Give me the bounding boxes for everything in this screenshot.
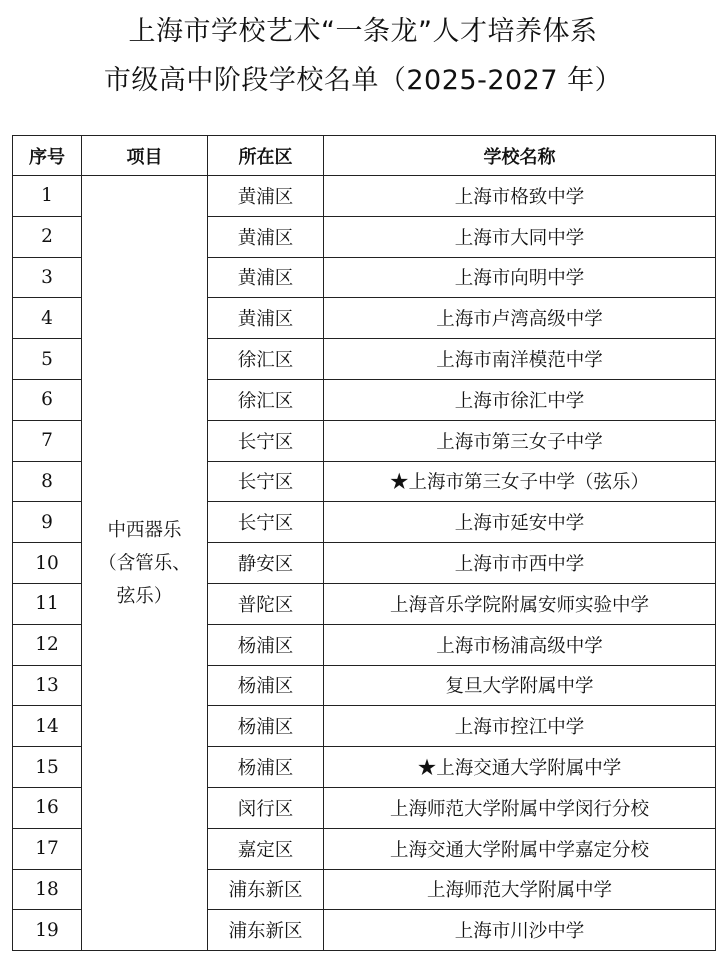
row-school: 上海市杨浦高级中学 [324, 624, 716, 665]
row-no: 9 [13, 502, 82, 543]
row-district: 徐汇区 [208, 339, 324, 380]
row-no: 18 [13, 869, 82, 910]
row-school: 上海师范大学附属中学闵行分校 [324, 787, 716, 828]
row-school: 上海交通大学附属中学嘉定分校 [324, 828, 716, 869]
row-school: 上海市格致中学 [324, 176, 716, 217]
table-row [13, 176, 716, 217]
row-school: 上海市徐汇中学 [324, 379, 716, 420]
row-district: 长宁区 [208, 502, 324, 543]
header-school: 学校名称 [324, 136, 716, 176]
row-no: 8 [13, 461, 82, 502]
row-district: 普陀区 [208, 583, 324, 624]
row-no: 15 [13, 747, 82, 788]
row-no: 5 [13, 339, 82, 380]
row-no: 3 [13, 257, 82, 298]
row-district: 黄浦区 [208, 257, 324, 298]
row-no: 12 [13, 624, 82, 665]
row-district: 长宁区 [208, 461, 324, 502]
row-district: 浦东新区 [208, 869, 324, 910]
row-school: 上海市川沙中学 [324, 910, 716, 951]
row-school: 上海师范大学附属中学 [324, 869, 716, 910]
project-cell [82, 176, 208, 951]
row-district: 浦东新区 [208, 910, 324, 951]
project-line: （含管乐、 [98, 552, 191, 574]
header-project: 项目 [82, 136, 208, 176]
row-school: 上海音乐学院附属安师实验中学 [324, 583, 716, 624]
row-no: 6 [13, 379, 82, 420]
row-no: 1 [13, 176, 82, 217]
row-school: 上海市向明中学 [324, 257, 716, 298]
row-school: 上海市第三女子中学 [324, 420, 716, 461]
row-district: 长宁区 [208, 420, 324, 461]
row-district: 黄浦区 [208, 176, 324, 217]
row-district: 杨浦区 [208, 706, 324, 747]
row-district: 嘉定区 [208, 828, 324, 869]
row-no: 16 [13, 787, 82, 828]
school-list-table [12, 135, 716, 951]
row-no: 14 [13, 706, 82, 747]
header-no: 序号 [13, 136, 82, 176]
row-no: 13 [13, 665, 82, 706]
row-no: 11 [13, 583, 82, 624]
document-title: 上海市学校艺术“一条龙”人才培养体系 [128, 16, 598, 47]
row-school: 上海市市西中学 [324, 543, 716, 584]
row-school: 上海市控江中学 [324, 706, 716, 747]
row-district: 黄浦区 [208, 216, 324, 257]
row-no: 2 [13, 216, 82, 257]
row-no: 4 [13, 298, 82, 339]
row-district: 徐汇区 [208, 379, 324, 420]
row-district: 闵行区 [208, 787, 324, 828]
header-district: 所在区 [208, 136, 324, 176]
row-school: 上海市南洋模范中学 [324, 339, 716, 380]
row-school: 复旦大学附属中学 [324, 665, 716, 706]
row-district: 黄浦区 [208, 298, 324, 339]
row-school: 上海市延安中学 [324, 502, 716, 543]
row-district: 杨浦区 [208, 624, 324, 665]
document-subtitle: 市级高中阶段学校名单（2025-2027 年） [103, 65, 623, 96]
row-district: 静安区 [208, 543, 324, 584]
table-header-row [13, 136, 716, 176]
project-line: 中西器乐 [107, 519, 182, 541]
row-school: ★上海交通大学附属中学 [324, 747, 716, 788]
row-no: 17 [13, 828, 82, 869]
row-school: 上海市卢湾高级中学 [324, 298, 716, 339]
row-school: 上海市大同中学 [324, 216, 716, 257]
row-no: 10 [13, 543, 82, 584]
row-district: 杨浦区 [208, 747, 324, 788]
project-line: 弦乐） [116, 585, 173, 607]
row-school: ★上海市第三女子中学（弦乐） [324, 461, 716, 502]
row-no: 7 [13, 420, 82, 461]
row-district: 杨浦区 [208, 665, 324, 706]
row-no: 19 [13, 910, 82, 951]
